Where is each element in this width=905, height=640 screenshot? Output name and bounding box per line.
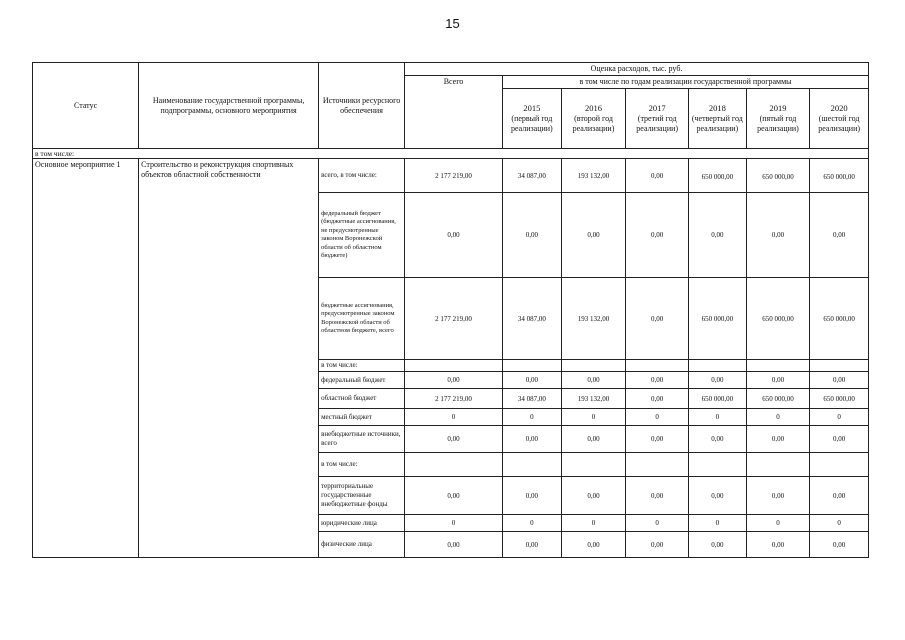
section-label: в том числе:	[33, 149, 869, 159]
value-2016: 0	[561, 409, 626, 426]
value-2016: 193 132,00	[561, 389, 626, 409]
value-2015: 34 087,00	[503, 389, 562, 409]
value-2018: 0,00	[689, 477, 747, 515]
value-2015: 34 087,00	[503, 159, 562, 193]
value-2015: 0,00	[503, 477, 562, 515]
value-2019: 0,00	[746, 193, 810, 278]
value-2020: 0,00	[810, 193, 869, 278]
value-2018: 0,00	[689, 426, 747, 453]
value-2020: 650 000,00	[810, 159, 869, 193]
header-expenses: Оценка расходов, тыс. руб.	[404, 63, 868, 76]
value-2016: 0,00	[561, 532, 626, 558]
value-2017: 0,00	[626, 193, 689, 278]
name-cell: Строительство и реконструкция спортивных объектов областной собственности	[139, 159, 319, 558]
value-2019: 0,00	[746, 372, 810, 389]
value-2019: 0	[746, 409, 810, 426]
budget-table	[32, 62, 869, 558]
header-status: Статус	[33, 63, 139, 149]
header-year-2019: 2019 (пятый год реализации)	[746, 89, 810, 149]
value-total: 2 177 219,00	[404, 389, 502, 409]
value-2019: 650 000,00	[746, 159, 810, 193]
header-total: Всего	[404, 76, 502, 149]
value-2020: 0	[810, 515, 869, 532]
source-label: федеральный бюджет (бюджетные ассигнования, не предусмотренные законом Воронежской области об областном бюджете)	[319, 193, 405, 278]
value-2015: 0,00	[503, 372, 562, 389]
value-2017: 0,00	[626, 159, 689, 193]
value-2017: 0,00	[626, 426, 689, 453]
value-total: 0,00	[404, 372, 502, 389]
header-year-2018: 2018 (четвертый год реализации)	[689, 89, 747, 149]
source-label: физические лица	[319, 532, 405, 558]
header-by-years: в том числе по годам реализации государственной программы	[503, 76, 869, 89]
value-total: 0,00	[404, 193, 502, 278]
header-sources: Источники ресурсного обеспечения	[319, 63, 405, 149]
value-2018: 0	[689, 515, 747, 532]
value-2016: 0,00	[561, 372, 626, 389]
value-2015: 34 087,00	[503, 278, 562, 360]
header-year-2015: 2015 (первый год реализации)	[503, 89, 562, 149]
page-number: 15	[445, 16, 460, 31]
value-2017: 0,00	[626, 477, 689, 515]
value-2017: 0	[626, 409, 689, 426]
value-2018: 650 000,00	[689, 389, 747, 409]
value-2020: 650 000,00	[810, 389, 869, 409]
value-2017: 0,00	[626, 278, 689, 360]
value-2016: 193 132,00	[561, 159, 626, 193]
value-2016: 0,00	[561, 477, 626, 515]
value-2016: 0,00	[561, 426, 626, 453]
source-subhead: в том числе:	[319, 360, 405, 372]
value-total: 0	[404, 515, 502, 532]
value-2018: 0,00	[689, 193, 747, 278]
source-label: внебюджетные источники, всего	[319, 426, 405, 453]
value-total: 0,00	[404, 426, 502, 453]
value-2020: 0,00	[810, 477, 869, 515]
value-2015: 0,00	[503, 532, 562, 558]
value-2020: 0,00	[810, 532, 869, 558]
header-year-2020: 2020 (шестой год реализации)	[810, 89, 869, 149]
value-2017: 0,00	[626, 532, 689, 558]
value-2018: 650 000,00	[689, 159, 747, 193]
value-2020: 0,00	[810, 372, 869, 389]
value-2015: 0,00	[503, 426, 562, 453]
value-total: 0,00	[404, 532, 502, 558]
value-2018: 0,00	[689, 372, 747, 389]
value-2017: 0,00	[626, 372, 689, 389]
value-total: 2 177 219,00	[404, 278, 502, 360]
source-label: территориальные государственные внебюджетные фонды	[319, 477, 405, 515]
value-2019: 650 000,00	[746, 389, 810, 409]
table-row	[33, 159, 869, 193]
value-2016: 0,00	[561, 193, 626, 278]
value-2018: 650 000,00	[689, 278, 747, 360]
value-2017: 0,00	[626, 389, 689, 409]
value-2015: 0	[503, 515, 562, 532]
value-2017: 0	[626, 515, 689, 532]
source-label: всего, в том числе:	[319, 159, 405, 193]
value-2020: 0,00	[810, 426, 869, 453]
source-subhead: в том числе:	[319, 453, 405, 477]
header-year-2017: 2017 (третий год реализации)	[626, 89, 689, 149]
value-2019: 0	[746, 515, 810, 532]
value-2016: 193 132,00	[561, 278, 626, 360]
source-label: бюджетные ассигнования, предусмотренные законом Воронежской области об областном бюджете, всего	[319, 278, 405, 360]
value-2020: 650 000,00	[810, 278, 869, 360]
value-2018: 0,00	[689, 532, 747, 558]
value-total: 0	[404, 409, 502, 426]
value-total: 2 177 219,00	[404, 159, 502, 193]
value-2019: 0,00	[746, 532, 810, 558]
value-2015: 0,00	[503, 193, 562, 278]
value-2019: 650 000,00	[746, 278, 810, 360]
value-2016: 0	[561, 515, 626, 532]
source-label: юридические лица	[319, 515, 405, 532]
value-2019: 0,00	[746, 426, 810, 453]
header-name: Наименование государственной программы, подпрограммы, основного мероприятия	[139, 63, 319, 149]
value-2018: 0	[689, 409, 747, 426]
value-2020: 0	[810, 409, 869, 426]
status-cell: Основное мероприятие 1	[33, 159, 139, 558]
value-2019: 0,00	[746, 477, 810, 515]
value-2015: 0	[503, 409, 562, 426]
value-total: 0,00	[404, 477, 502, 515]
source-label: федеральный бюджет	[319, 372, 405, 389]
header-year-2016: 2016 (второй год реализации)	[561, 89, 626, 149]
source-label: областной бюджет	[319, 389, 405, 409]
source-label: местный бюджет	[319, 409, 405, 426]
